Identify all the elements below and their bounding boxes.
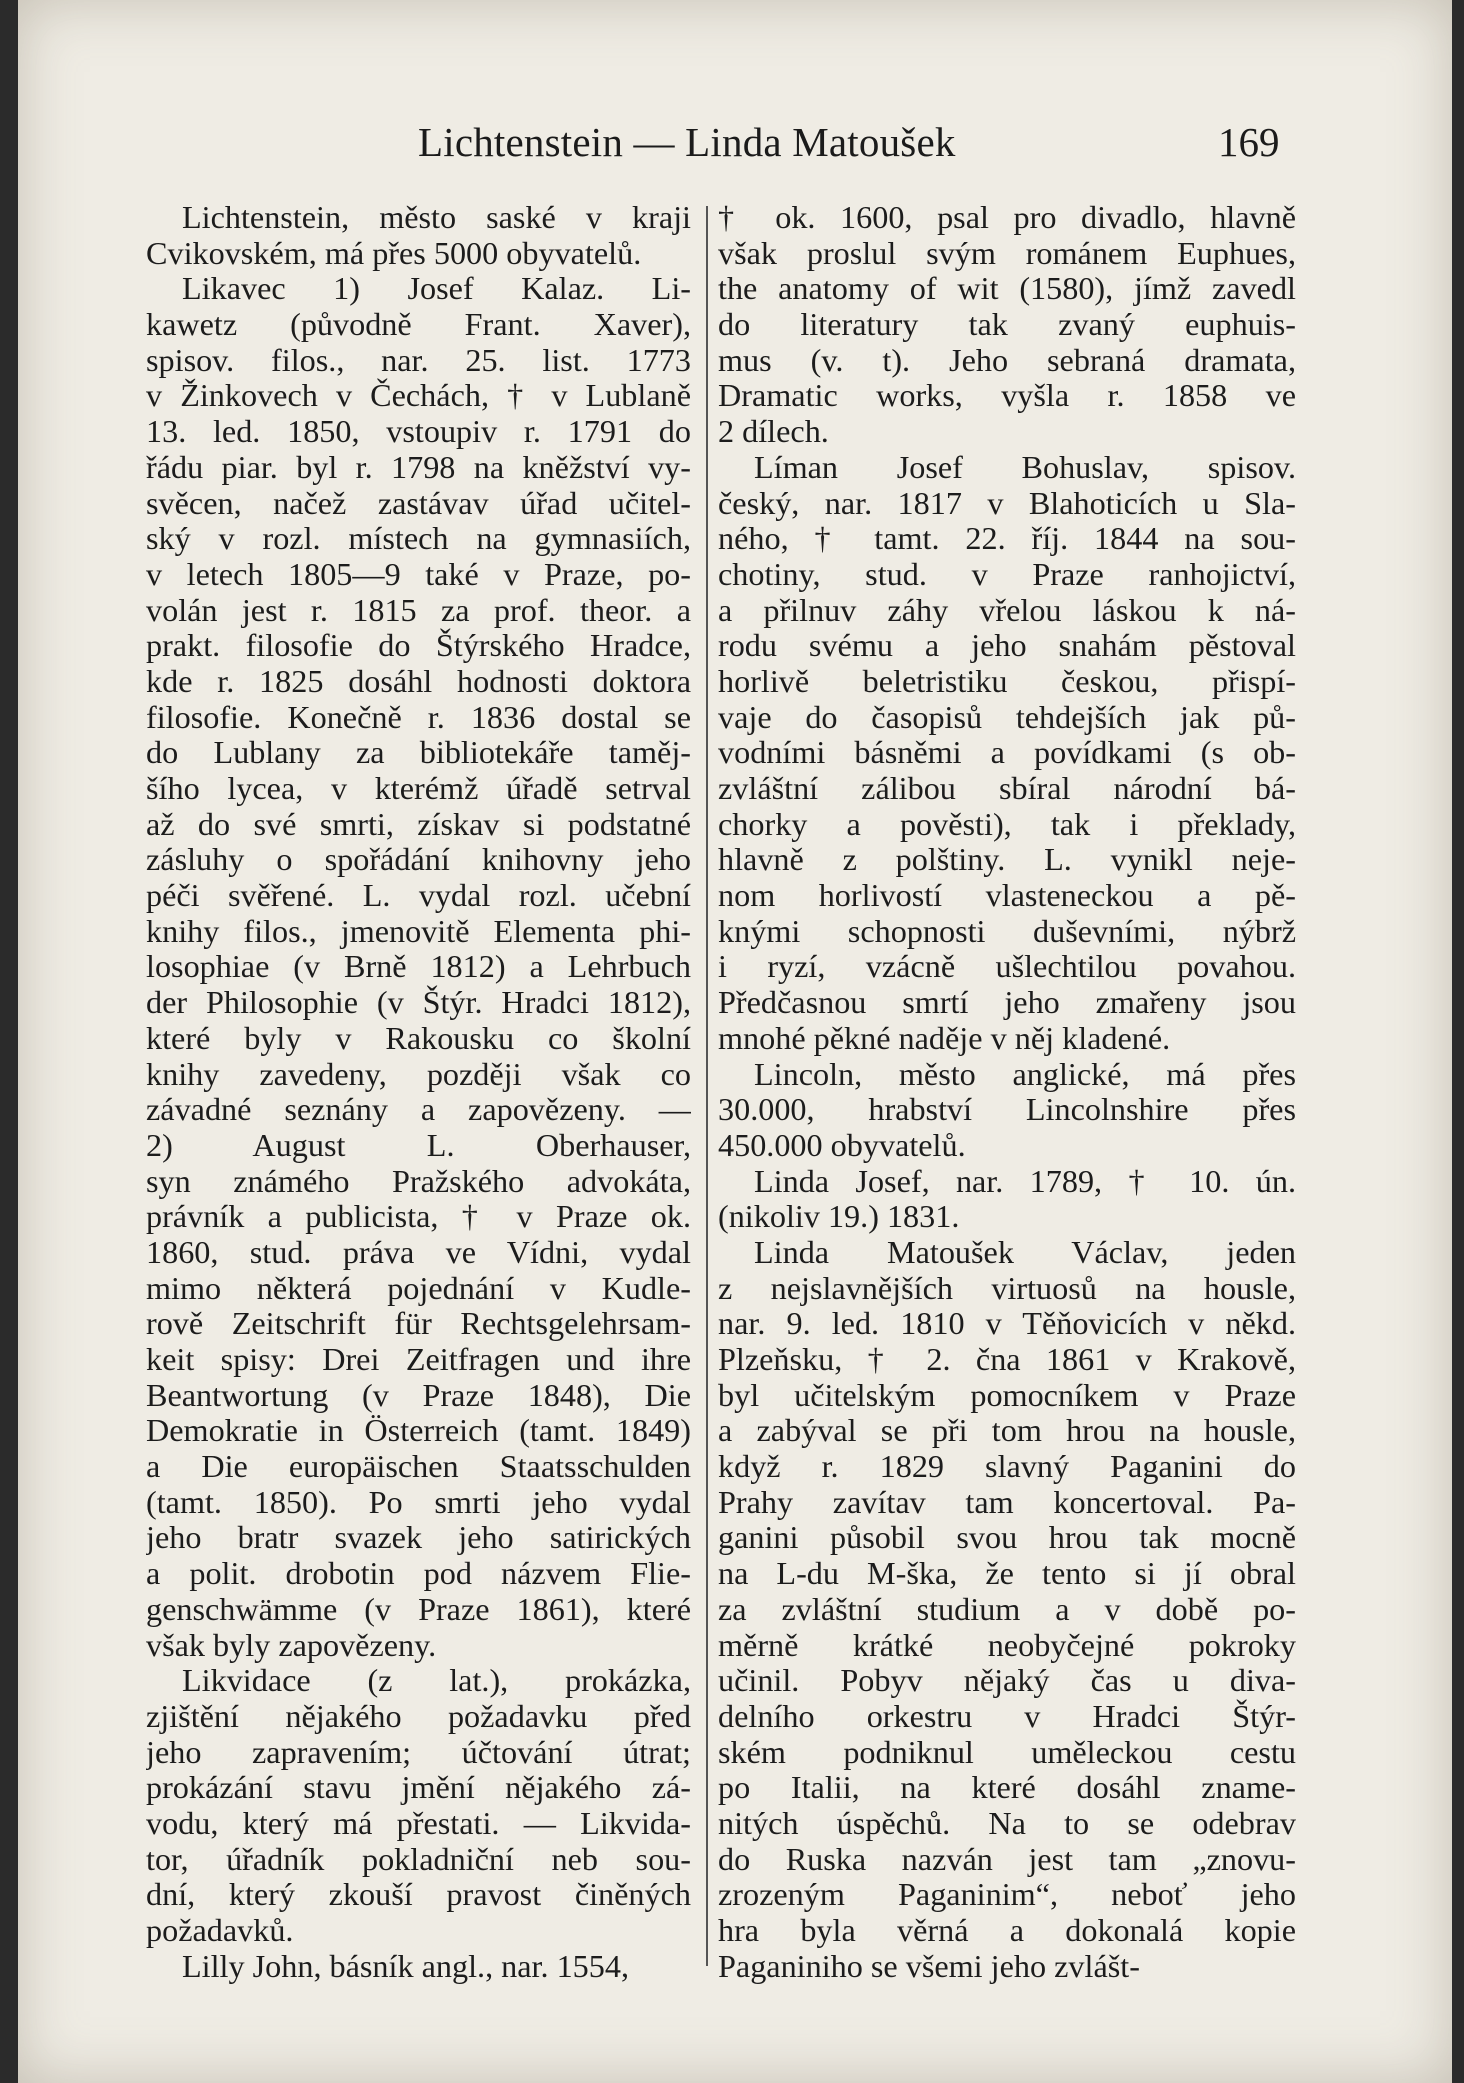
text-line: tor, úřadník pokladniční neb sou- <box>146 1841 691 1877</box>
text-line: mus (v. t). Jeho sebraná dramata, <box>718 342 1296 378</box>
text-line: Prahy zavítav tam koncertoval. Pa- <box>718 1484 1296 1520</box>
page-number: 169 <box>1218 119 1280 165</box>
running-title: Lichtenstein — Linda Matoušek <box>418 119 956 165</box>
text-line: Demokratie in Österreich (tamt. 1849) <box>146 1413 691 1449</box>
text-line: rově Zeitschrift für Rechtsgelehrsam- <box>146 1306 691 1342</box>
text-line: do Lublany za bibliotekáře taměj- <box>146 735 691 771</box>
text-line: Paganiniho se všemi jeho zvlášt- <box>718 1948 1140 1984</box>
text-line: Plzeňsku, † 2. čna 1861 v Krakově, <box>718 1342 1296 1377</box>
text-line: ském podniknul uměleckou cestu <box>718 1734 1296 1770</box>
text-line: Líman Josef Bohuslav, spisov. <box>754 449 1296 485</box>
text-line: filosofie. Konečně r. 1836 dostal se <box>146 699 691 735</box>
text-line: 13. led. 1850, vstoupiv r. 1791 do <box>146 414 691 450</box>
text-line: Likvidace (z lat.), prokázka, <box>182 1663 691 1699</box>
text-line: měrně krátké neobyčejné pokroky <box>718 1627 1296 1663</box>
text-line: hlavně z polštiny. L. vynikl neje- <box>718 842 1296 878</box>
text-line: ský v rozl. místech na gymnasiích, <box>146 521 691 557</box>
text-line: po Italii, na které dosáhl zname- <box>718 1770 1296 1806</box>
text-line: šího lycea, v kterémž úřadě setrval <box>146 771 691 806</box>
text-line: Lilly John, básník angl., nar. 1554, <box>182 1948 630 1984</box>
text-line: z nejslavnějších virtuosů na housle, <box>718 1270 1296 1306</box>
text-line: the anatomy of wit (1580), jímž zavedl <box>718 271 1296 307</box>
text-line: mnohé pěkné naděje v něj kladené. <box>718 1020 1171 1056</box>
text-line: Linda Matoušek Václav, jeden <box>754 1234 1296 1270</box>
text-line: † ok. 1600, psal pro divadlo, hlavně <box>718 200 1296 235</box>
text-line: i ryzí, vzácně ušlechtilou povahou. <box>718 949 1296 985</box>
text-line: Lincoln, město anglické, má přes <box>754 1056 1296 1092</box>
text-line: zjištění nějakého požadavku před <box>146 1698 691 1734</box>
text-line: však proslul svým románem Euphues, <box>718 235 1296 271</box>
text-line: jeho bratr svazek jeho satirických <box>146 1520 691 1556</box>
text-line: v Žinkovech v Čechách, † v Lublaně <box>146 378 691 414</box>
book-page <box>18 0 1452 2083</box>
text-line: Likavec 1) Josef Kalaz. Li- <box>182 271 691 307</box>
text-line: a zabýval se při tom hrou na housle, <box>718 1413 1296 1449</box>
text-line: vodu, který má přestati. — Likvida- <box>146 1805 691 1841</box>
text-line: zvláštní zálibou sbíral národní bá- <box>718 771 1296 806</box>
text-line: der Philosophie (v Štýr. Hradci 1812), <box>146 985 691 1021</box>
text-line: (tamt. 1850). Po smrti jeho vydal <box>146 1484 691 1520</box>
text-line: prakt. filosofie do Štýrského Hradce, <box>146 628 691 664</box>
text-line: rodu svému a jeho snahám pěstoval <box>718 628 1296 664</box>
text-line: ganini působil svou hrou tak mocně <box>718 1520 1296 1556</box>
text-line: Předčasnou smrtí jeho zmařeny jsou <box>718 985 1296 1021</box>
text-line: byl učitelským pomocníkem v Praze <box>718 1377 1296 1413</box>
text-line: v letech 1805—9 také v Praze, po- <box>146 556 691 592</box>
text-line: prokázání stavu jmění nějakého zá- <box>146 1770 691 1806</box>
text-line: do literatury tak zvaný euphuis- <box>718 307 1296 343</box>
column-divider <box>706 206 708 1966</box>
text-line: jeho zapravením; účtování útrat; <box>146 1734 691 1770</box>
text-line: Linda Josef, nar. 1789, † 10. ún. <box>754 1163 1296 1199</box>
text-line: 450.000 obyvatelů. <box>718 1127 966 1163</box>
text-line: péči svěřené. L. vydal rozl. učební <box>146 878 691 914</box>
text-line: dní, který zkouší pravost činěných <box>146 1877 691 1913</box>
text-line: volán jest r. 1815 za prof. theor. a <box>146 592 691 628</box>
text-line: spisov. filos., nar. 25. list. 1773 <box>146 342 691 378</box>
text-line: mimo některá pojednání v Kudle- <box>146 1270 691 1306</box>
text-line: horlivě beletristiku českou, přispí- <box>718 663 1296 699</box>
text-line: knými schopnosti duševními, nýbrž <box>718 913 1296 949</box>
text-line: knihy zavedeny, později však co <box>146 1056 691 1092</box>
text-line: a přilnuv záhy vřelou láskou k ná- <box>718 592 1296 628</box>
text-line: hra byla věrná a dokonalá kopie <box>718 1913 1296 1948</box>
text-line: syn známého Pražského advokáta, <box>146 1163 691 1199</box>
text-line: na L-du M-ška, že tento si jí obral <box>718 1556 1296 1592</box>
text-line: genschwämme (v Praze 1861), které <box>146 1591 691 1627</box>
text-line: 2) August L. Oberhauser, <box>146 1127 691 1163</box>
text-line: za zvláštní studium a v době po- <box>718 1591 1296 1627</box>
text-line: závadné seznány a zapovězeny. — <box>146 1092 691 1128</box>
text-line: Cvikovském, má přes 5000 obyvatelů. <box>146 235 642 271</box>
text-line: 30.000, hrabství Lincolnshire přes <box>718 1092 1296 1128</box>
text-line: 1860, stud. práva ve Vídni, vydal <box>146 1234 691 1270</box>
text-line: svěcen, načež zastávav úřad učitel- <box>146 485 691 521</box>
text-line: knihy filos., jmenovitě Elementa phi- <box>146 913 691 949</box>
text-line: a Die europäischen Staatsschulden <box>146 1449 691 1485</box>
text-line: až do své smrti, získav si podstatné <box>146 806 691 842</box>
text-line: chorky a pověsti), tak i překlady, <box>718 806 1296 842</box>
text-line: řádu piar. byl r. 1798 na kněžství vy- <box>146 449 691 485</box>
text-line: však byly zapovězeny. <box>146 1627 437 1663</box>
text-line: (nikoliv 19.) 1831. <box>718 1199 960 1235</box>
text-line: právník a publicista, † v Praze ok. <box>146 1199 691 1235</box>
text-line: Lichtenstein, město saské v kraji <box>182 200 691 235</box>
text-line: vaje do časopisů tehdejších jak pů- <box>718 699 1296 735</box>
text-line: kde r. 1825 dosáhl hodnosti doktora <box>146 663 691 699</box>
right-column <box>718 200 1296 1984</box>
text-line: nitých úspěchů. Na to se odebrav <box>718 1805 1296 1841</box>
text-line: Beantwortung (v Praze 1848), Die <box>146 1377 691 1413</box>
left-column <box>146 200 691 1984</box>
text-line: delního orkestru v Hradci Štýr- <box>718 1698 1296 1734</box>
text-line: ného, † tamt. 22. říj. 1844 na sou- <box>718 521 1296 557</box>
text-line: zrozeným Paganinim“, neboť jeho <box>718 1877 1296 1913</box>
text-line: nom horlivostí vlasteneckou a pě- <box>718 878 1296 914</box>
text-line: do Ruska nazván jest tam „znovu- <box>718 1841 1296 1877</box>
text-line: a polit. drobotin pod názvem Flie- <box>146 1556 691 1592</box>
text-line: 2 dílech. <box>718 414 829 450</box>
running-header <box>18 110 1452 170</box>
text-line: kawetz (původně Frant. Xaver), <box>146 307 691 343</box>
text-line: nar. 9. led. 1810 v Těňovicích v někd. <box>718 1306 1296 1342</box>
text-line: vodními básněmi a povídkami (s ob- <box>718 735 1296 771</box>
text-line: požadavků. <box>146 1913 294 1948</box>
text-line: keit spisy: Drei Zeitfragen und ihre <box>146 1342 691 1377</box>
text-line: učinil. Pobyv nějaký čas u diva- <box>718 1663 1296 1699</box>
text-line: český, nar. 1817 v Blahoticích u Sla- <box>718 485 1296 521</box>
text-line: losophiae (v Brně 1812) a Lehrbuch <box>146 949 691 985</box>
text-line: které byly v Rakousku co školní <box>146 1020 691 1056</box>
text-line: chotiny, stud. v Praze ranhojictví, <box>718 556 1296 592</box>
text-line: když r. 1829 slavný Paganini do <box>718 1449 1296 1485</box>
text-line: Dramatic works, vyšla r. 1858 ve <box>718 378 1296 414</box>
text-line: zásluhy o spořádání knihovny jeho <box>146 842 691 878</box>
